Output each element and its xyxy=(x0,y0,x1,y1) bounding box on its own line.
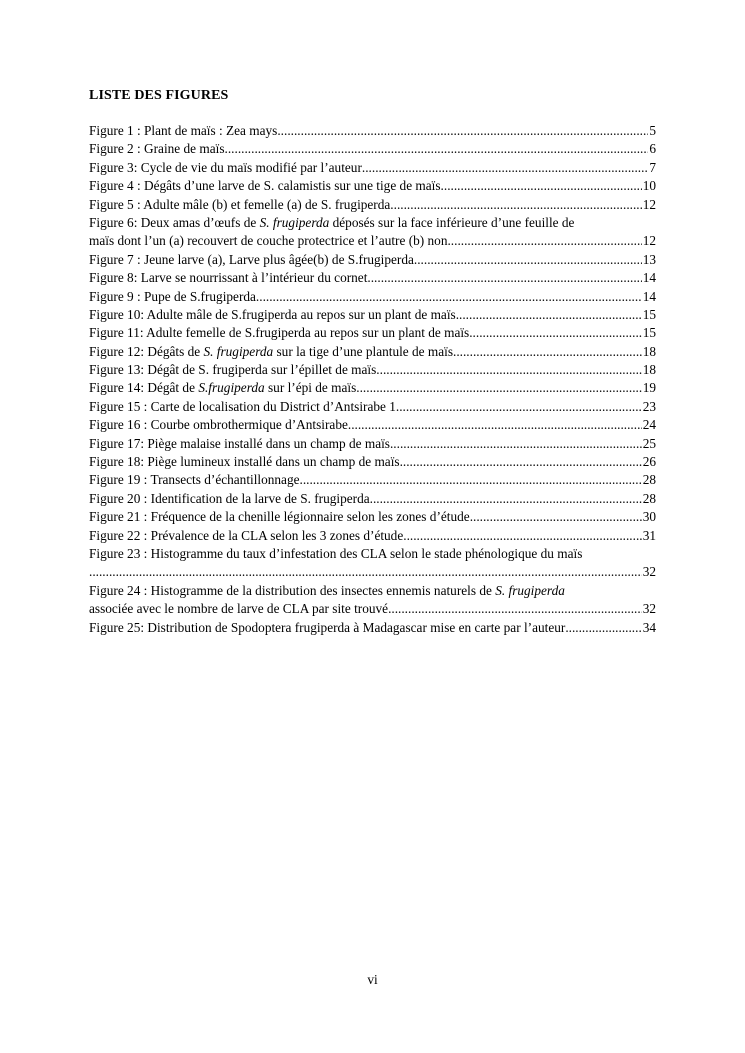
leader-dots xyxy=(470,508,642,526)
page-number: 19 xyxy=(642,380,656,396)
entry-title-continued: associée avec le nombre de larve de CLA par site trouvé xyxy=(89,601,389,617)
entry-title-part: déposés sur la face inférieure d’une feuille de xyxy=(329,214,575,230)
entry-title: Figure 9 : Pupe de S.frugiperda xyxy=(89,288,256,304)
page-number: 28 xyxy=(642,472,656,488)
page-title: LISTE DES FIGURES xyxy=(89,88,229,103)
page-number: 14 xyxy=(642,270,656,286)
figure-list xyxy=(89,122,656,637)
figure-entry-19[interactable] xyxy=(89,471,656,489)
figure-entry-5[interactable] xyxy=(89,196,656,214)
figure-entry-25[interactable] xyxy=(89,619,656,637)
entry-title: Figure 22 : Prévalence de la CLA selon les 3 zones d’étude xyxy=(89,527,404,543)
entry-title: Figure 19 : Transects d’échantillonnage xyxy=(89,472,300,488)
entry-first-line xyxy=(89,214,656,232)
page-number: 15 xyxy=(642,325,656,341)
page-number: 7 xyxy=(649,159,656,175)
figure-entry-16[interactable] xyxy=(89,416,656,434)
entry-title-continued: maïs dont l’un (a) recouvert de couche protectrice et l’autre (b) non xyxy=(89,233,448,249)
leader-dots xyxy=(390,435,642,453)
leader-dots xyxy=(400,453,642,471)
figure-entry-3[interactable] xyxy=(89,159,656,177)
page-number: 6 xyxy=(649,141,656,157)
entry-title: Figure 20 : Identification de la larve de S. frugiperda xyxy=(89,490,370,506)
leader-dots xyxy=(565,619,641,637)
leader-dots xyxy=(388,600,642,618)
figure-entry-2[interactable] xyxy=(89,140,656,158)
figure-entry-22[interactable] xyxy=(89,527,656,545)
species-name: S. frugiperda xyxy=(203,343,274,359)
page-number: 23 xyxy=(642,398,656,414)
figure-entry-12[interactable] xyxy=(89,343,656,361)
leader-dots xyxy=(370,490,642,508)
entry-title: Figure 16 : Courbe ombrothermique d’Antsirabe xyxy=(89,417,348,433)
leader-dots xyxy=(89,563,642,581)
entry-title: Figure 25: Distribution de Spodoptera frugiperda à Madagascar mise en carte par l’auteur xyxy=(89,619,566,635)
page-number: 10 xyxy=(642,178,656,194)
entry-title: Figure 21 : Fréquence de la chenille légionnaire selon les zones d’étude xyxy=(89,509,470,525)
page-number: 32 xyxy=(642,601,656,617)
entry-first-line xyxy=(89,582,656,600)
leader-dots xyxy=(456,306,642,324)
leader-dots xyxy=(469,324,641,342)
figure-entry-11[interactable] xyxy=(89,324,656,342)
entry-second-line xyxy=(89,563,656,581)
entry-title: Figure 17: Piège malaise installé dans un champ de maïs xyxy=(89,435,390,451)
figure-entry-10[interactable] xyxy=(89,306,656,324)
figure-entry-6[interactable] xyxy=(89,214,656,251)
entry-title: Figure 1 : Plant de maïs : Zea mays xyxy=(89,123,278,138)
entry-title-part: Figure 12: Dégâts de xyxy=(89,343,204,359)
figure-entry-23[interactable] xyxy=(89,545,656,582)
leader-dots xyxy=(300,471,642,489)
leader-dots xyxy=(362,159,648,177)
entry-title-part: sur la tige d’une plantule de maïs xyxy=(273,343,453,359)
entry-title xyxy=(89,379,356,397)
leader-dots xyxy=(356,379,641,397)
entry-title: Figure 4 : Dégâts d’une larve de S. calamistis sur une tige de maïs xyxy=(89,178,441,194)
page-number: 14 xyxy=(642,288,656,304)
figure-entry-4[interactable] xyxy=(89,177,656,195)
page-number: 30 xyxy=(642,509,656,525)
entry-title xyxy=(89,343,453,361)
entry-title: Figure 8: Larve se nourrissant à l’intérieur du cornet xyxy=(89,270,368,286)
page-footer-number: vi xyxy=(367,972,378,987)
figure-entry-7[interactable] xyxy=(89,251,656,269)
page-number: 34 xyxy=(642,619,656,635)
page-number: 24 xyxy=(642,417,656,433)
page-number: 18 xyxy=(642,343,656,359)
figure-entry-8[interactable] xyxy=(89,269,656,287)
species-name: S. frugiperda xyxy=(495,582,565,598)
figure-entry-17[interactable] xyxy=(89,435,656,453)
entry-second-line xyxy=(89,232,656,250)
page-number: 13 xyxy=(642,251,656,267)
page-number: 12 xyxy=(642,196,656,212)
entry-title: Figure 18: Piège lumineux installé dans un champ de maïs xyxy=(89,454,400,470)
figure-entry-24[interactable] xyxy=(89,582,656,619)
leader-dots xyxy=(447,232,641,250)
entry-title-part: Figure 14: Dégât de xyxy=(89,380,199,396)
entry-title-part: Figure 6: Deux amas d’œufs de xyxy=(89,214,260,230)
page-number: 28 xyxy=(642,490,656,506)
leader-dots xyxy=(367,269,641,287)
leader-dots xyxy=(414,251,642,269)
entry-title: Figure 13: Dégât de S. frugiperda sur l’épillet de maïs xyxy=(89,362,377,378)
entry-title: Figure 11: Adulte femelle de S.frugiperda au repos sur un plant de maïs xyxy=(89,325,470,341)
entry-title: Figure 10: Adulte mâle de S.frugiperda au repos sur un plant de maïs xyxy=(89,306,456,322)
entry-title: Figure 15 : Carte de localisation du District d’Antsirabe 1 xyxy=(89,398,396,414)
figure-entry-13[interactable] xyxy=(89,361,656,379)
entry-title-part: sur l’épi de maïs xyxy=(264,380,357,396)
page-number: 26 xyxy=(642,454,656,470)
page-number: 15 xyxy=(642,306,656,322)
page-number: 32 xyxy=(642,564,656,580)
entry-title-part: Figure 24 : Histogramme de la distribution des insectes ennemis naturels de xyxy=(89,582,496,598)
species-name: S. frugiperda xyxy=(259,214,330,230)
figure-entry-1[interactable] xyxy=(89,122,656,140)
entry-title: Figure 2 : Graine de maïs xyxy=(89,141,225,157)
leader-dots xyxy=(376,361,641,379)
page-number: 25 xyxy=(642,435,656,451)
leader-dots xyxy=(225,140,649,158)
entry-title: Figure 5 : Adulte mâle (b) et femelle (a) de S. frugiperda xyxy=(89,196,391,212)
figure-entry-18[interactable] xyxy=(89,453,656,471)
leader-dots xyxy=(453,343,642,361)
leader-dots xyxy=(277,122,648,140)
leader-dots xyxy=(348,416,642,434)
page-number: 18 xyxy=(642,362,656,378)
figure-entry-14[interactable] xyxy=(89,379,656,397)
page-number: 5 xyxy=(649,123,656,138)
page-number: 12 xyxy=(642,233,656,249)
leader-dots xyxy=(396,398,642,416)
entry-title: Figure 3: Cycle de vie du maïs modifié par l’auteur xyxy=(89,159,362,175)
figure-entry-15[interactable] xyxy=(89,398,656,416)
entry-title: Figure 7 : Jeune larve (a), Larve plus âgée(b) de S.frugiperda xyxy=(89,251,414,267)
figure-entry-9[interactable] xyxy=(89,288,656,306)
leader-dots xyxy=(403,527,641,545)
species-name: S.frugiperda xyxy=(198,380,265,396)
leader-dots xyxy=(256,288,642,306)
entry-second-line xyxy=(89,600,656,618)
figure-entry-21[interactable] xyxy=(89,508,656,526)
figure-entry-20[interactable] xyxy=(89,490,656,508)
entry-first-line: Figure 23 : Histogramme du taux d’infestation des CLA selon le stade phénologique du maïs xyxy=(89,545,583,561)
leader-dots xyxy=(441,177,642,195)
leader-dots xyxy=(390,196,641,214)
page-number: 31 xyxy=(642,527,656,543)
